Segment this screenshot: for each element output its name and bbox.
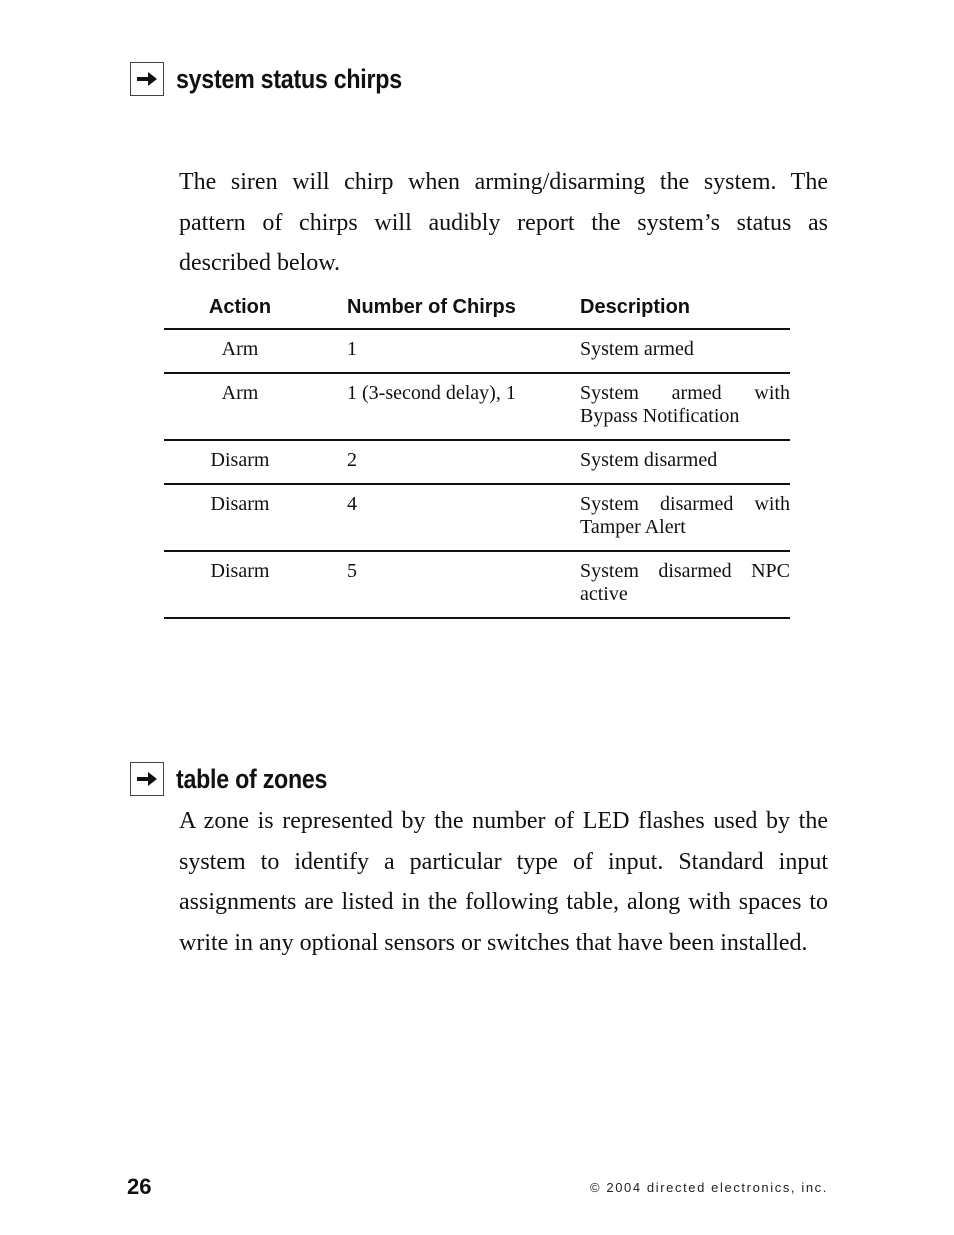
page-number: 26 [127, 1174, 152, 1199]
cell-chirps: 1 [347, 329, 580, 373]
table-header-row [164, 286, 790, 329]
section-heading-system-status-chirps [130, 62, 439, 96]
column-header-chirps: Number of Chirps [347, 286, 580, 329]
section-title: table of zones [176, 763, 328, 794]
arrow-right-icon [130, 762, 164, 796]
cell-action: Arm [164, 373, 347, 440]
cell-chirps: 4 [347, 484, 580, 551]
cell-action: Disarm [164, 551, 347, 618]
table-row [164, 329, 790, 373]
table-row [164, 373, 790, 440]
cell-action: Disarm [164, 440, 347, 484]
table-row [164, 440, 790, 484]
cell-action: Arm [164, 329, 347, 373]
cell-description: System disarmed [580, 440, 790, 484]
cell-description: System disarmed with Tamper Alert [580, 484, 790, 551]
cell-action: Disarm [164, 484, 347, 551]
arrow-right-icon [130, 62, 164, 96]
table-row [164, 484, 790, 551]
section-title: system status chirps [176, 63, 402, 94]
column-header-description: Description [580, 286, 790, 329]
cell-description: System armed with Bypass Notification [580, 373, 790, 440]
cell-chirps: 5 [347, 551, 580, 618]
cell-description: System disarmed NPC active [580, 551, 790, 618]
intro-paragraph: The siren will chirp when arming/disarming the system. The pattern of chirps will audibly report the system’s status as described below. [179, 169, 828, 276]
table-row [164, 551, 790, 618]
cell-chirps: 2 [347, 440, 580, 484]
section-heading-table-of-zones [130, 762, 352, 796]
chirp-table [164, 286, 790, 619]
column-header-action: Action [164, 286, 347, 329]
copyright-notice: © 2004 directed electronics, inc. [590, 1180, 828, 1195]
zones-paragraph: A zone is represented by the number of LED flashes used by the system to identify a particular type of input. Standard input assignments are listed in the following table, along with spaces to write in any optional sensors or switches that have been installed. [179, 808, 828, 956]
cell-chirps: 1 (3-second delay), 1 [347, 373, 580, 440]
cell-description: System armed [580, 329, 790, 373]
